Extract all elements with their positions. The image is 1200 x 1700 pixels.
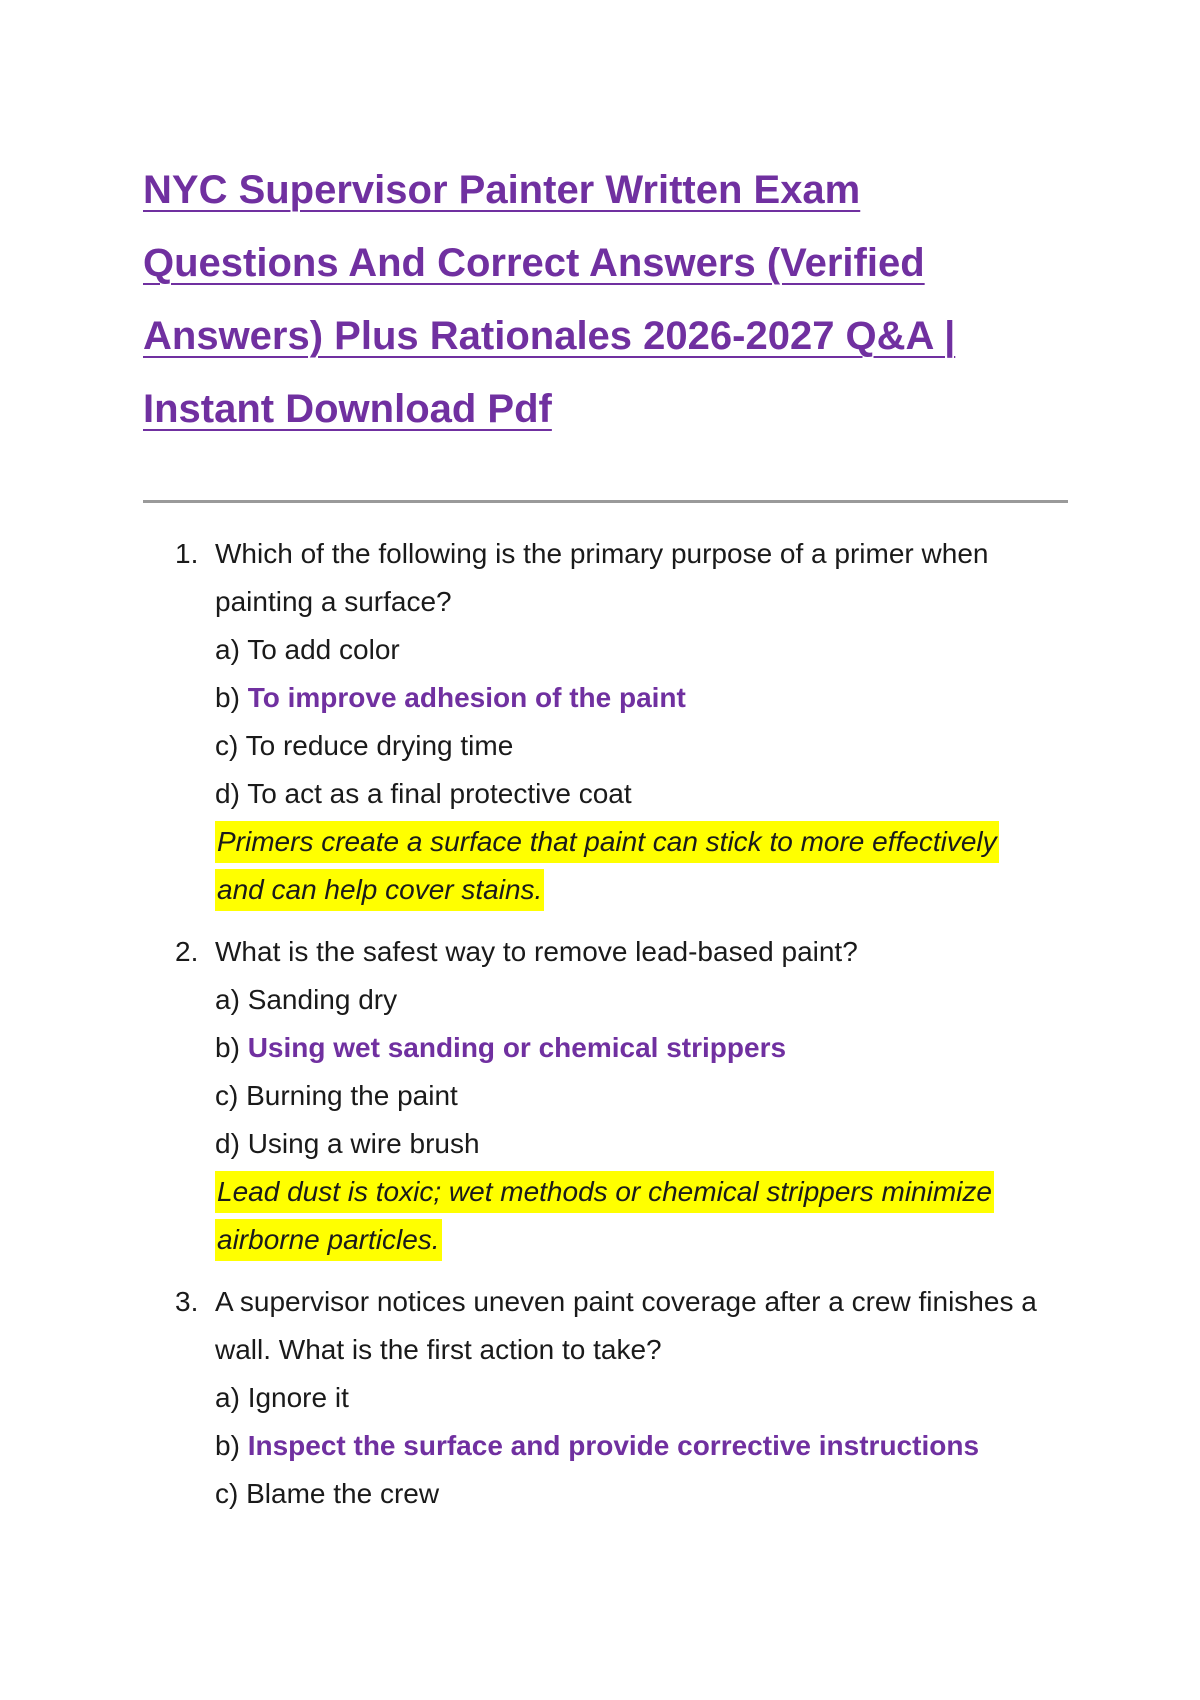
answer-option xyxy=(215,976,1075,1024)
rationale xyxy=(215,1168,1075,1264)
question-list xyxy=(175,530,1075,1532)
rationale-line: Lead dust is toxic; wet methods or chemical strippers minimize xyxy=(215,1171,994,1213)
title-line: Instant Download Pdf xyxy=(143,387,552,431)
answer-option xyxy=(215,770,1075,818)
answer-option xyxy=(215,1470,1075,1518)
question-text xyxy=(215,530,1075,626)
title-line: NYC Supervisor Painter Written Exam xyxy=(143,168,861,212)
question-text-line: A supervisor notices uneven paint coverage after a crew finishes a xyxy=(215,1286,1037,1317)
question-item xyxy=(175,1278,1075,1518)
answer-option xyxy=(215,626,1075,674)
title-line: Answers) Plus Rationales 2026-2027 Q&A | xyxy=(143,314,956,358)
option-text: Sanding dry xyxy=(247,984,398,1015)
option-letter: d) xyxy=(215,1128,240,1159)
question-text-line: Which of the following is the primary purpose of a primer when xyxy=(215,538,989,569)
question-text-line: What is the safest way to remove lead-based paint? xyxy=(215,936,858,967)
rationale-line: airborne particles. xyxy=(215,1219,442,1261)
horizontal-divider xyxy=(143,500,1068,503)
option-text: Inspect the surface and provide corrective instructions xyxy=(247,1430,980,1461)
rationale-line: and can help cover stains. xyxy=(215,869,544,911)
answer-option xyxy=(215,1374,1075,1422)
answer-option-correct xyxy=(215,674,1075,722)
option-text: To act as a final protective coat xyxy=(247,778,632,809)
option-letter: b) xyxy=(215,682,240,713)
rationale xyxy=(215,818,1075,914)
option-letter: b) xyxy=(215,1032,240,1063)
option-text: Using wet sanding or chemical strippers xyxy=(247,1032,787,1063)
question-text xyxy=(215,928,1075,976)
answer-option xyxy=(215,722,1075,770)
option-letter: c) xyxy=(215,1478,239,1509)
option-letter: d) xyxy=(215,778,240,809)
question-text-line: painting a surface? xyxy=(215,586,452,617)
question-text xyxy=(215,1278,1075,1374)
option-text: Using a wire brush xyxy=(247,1128,480,1159)
question-item xyxy=(175,530,1075,914)
document-title xyxy=(143,154,1043,446)
option-letter: c) xyxy=(215,1080,239,1111)
option-letter: c) xyxy=(215,730,239,761)
rationale-line: Primers create a surface that paint can stick to more effectively xyxy=(215,821,999,863)
option-letter: a) xyxy=(215,634,240,665)
answer-option-correct xyxy=(215,1422,1075,1470)
question-number: 3. xyxy=(175,1286,199,1317)
option-letter: b) xyxy=(215,1430,240,1461)
option-text: Blame the crew xyxy=(246,1478,440,1509)
question-text-line: wall. What is the first action to take? xyxy=(215,1334,662,1365)
question-number: 2. xyxy=(175,936,199,967)
option-letter: a) xyxy=(215,984,240,1015)
question-item xyxy=(175,928,1075,1264)
option-text: To reduce drying time xyxy=(245,730,514,761)
option-text: Burning the paint xyxy=(246,1080,458,1111)
answer-option-correct xyxy=(215,1024,1075,1072)
option-text: To improve adhesion of the paint xyxy=(247,682,686,713)
option-text: Ignore it xyxy=(247,1382,349,1413)
answer-option xyxy=(215,1120,1075,1168)
option-letter: a) xyxy=(215,1382,240,1413)
question-number: 1. xyxy=(175,538,199,569)
title-line: Questions And Correct Answers (Verified xyxy=(143,241,925,285)
option-text: To add color xyxy=(247,634,400,665)
answer-option xyxy=(215,1072,1075,1120)
